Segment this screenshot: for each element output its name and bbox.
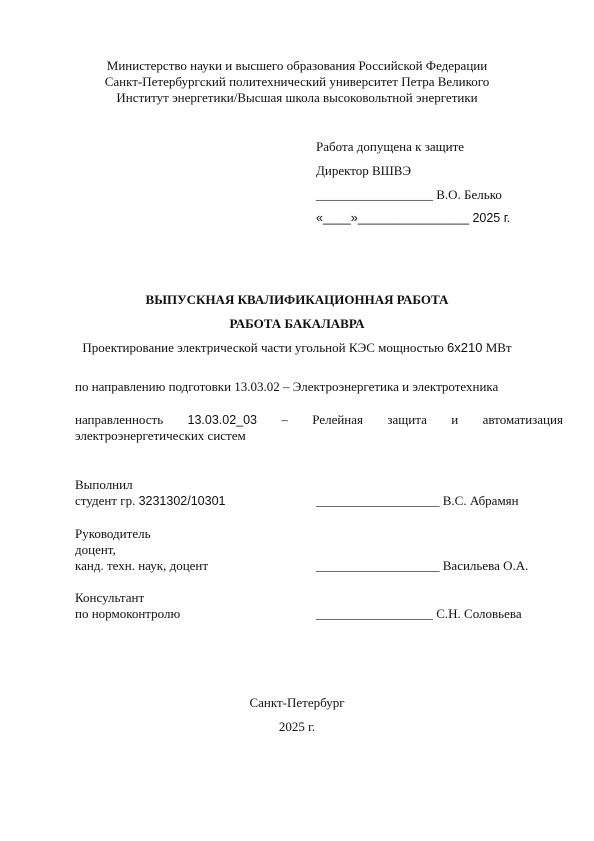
focus-word-4: и xyxy=(451,412,459,427)
consultant-signature-line: __________________ xyxy=(316,606,433,621)
focus-word-2: Релейная xyxy=(312,412,364,427)
university-line: Санкт-Петербургский политехнический университет Петра Великого xyxy=(104,74,490,89)
date-year: 2025 г. xyxy=(472,211,511,225)
footer-year: 2025 г. xyxy=(278,719,316,734)
work-subtitle: РАБОТА БАКАЛАВРА xyxy=(229,316,365,331)
consultant-name: С.Н. Соловьева xyxy=(436,606,522,621)
date-close-quote: » xyxy=(350,211,358,225)
consultant-scope: по нормоконтролю xyxy=(75,606,181,621)
work-title: ВЫПУСКНАЯ КВАЛИФИКАЦИОННАЯ РАБОТА xyxy=(145,292,449,307)
admitted-label: Работа допущена к защите xyxy=(316,139,465,154)
institute-line: Институт энергетики/Высшая школа высоковольтной энергетики xyxy=(116,90,478,105)
topic-power: 6х210 xyxy=(447,340,483,355)
supervisor-role: Руководитель xyxy=(75,526,151,541)
performer-group-number: 3231302/10301 xyxy=(138,494,226,508)
focus-dash: – xyxy=(281,412,288,427)
supervisor-name: Васильева О.А. xyxy=(442,558,529,573)
performer-role: Выполнил xyxy=(75,477,133,492)
direction-line: по направлению подготовки 13.03.02 – Электроэнергетика и электротехника xyxy=(75,379,499,394)
supervisor-title: доцент, xyxy=(75,542,116,557)
consultant-role: Консультант xyxy=(75,590,145,605)
approval-date-row xyxy=(316,210,510,227)
supervisor-degree: канд. техн. наук, доцент xyxy=(75,558,209,573)
topic-prefix: Проектирование электрической части угольной КЭС мощностью xyxy=(82,340,448,355)
director-name: В.О. Белько xyxy=(436,187,502,202)
ministry-line: Министерство науки и высшего образования Российской Федерации xyxy=(106,58,488,73)
date-day-blank: ____ xyxy=(322,211,351,225)
topic-suffix: МВт xyxy=(482,340,512,355)
supervisor-signature-line: ___________________ xyxy=(316,558,440,573)
footer-city: Санкт-Петербург xyxy=(249,695,345,710)
focus-code: 13.03.02_03 xyxy=(187,413,258,427)
date-month-blank: ________________ xyxy=(357,211,469,225)
director-position: Директор ВШВЭ xyxy=(316,163,412,178)
performer-group-row xyxy=(75,492,225,510)
performer-signature-row xyxy=(316,492,519,509)
director-signature-row xyxy=(316,186,502,203)
consultant-signature-row xyxy=(316,605,522,622)
focus-paragraph xyxy=(75,412,563,444)
work-topic xyxy=(0,339,594,356)
performer-group-prefix: студент гр. xyxy=(75,493,139,508)
focus-word-5: автоматизация xyxy=(482,412,563,427)
performer-signature-line: ___________________ xyxy=(316,493,440,508)
focus-word-3: защита xyxy=(387,412,427,427)
focus-word-1: направленность xyxy=(75,412,164,427)
director-signature-line: __________________ xyxy=(316,187,433,202)
supervisor-signature-row xyxy=(316,557,528,574)
performer-name: В.С. Абрамян xyxy=(442,493,519,508)
focus-line-2: электроэнергетических систем xyxy=(75,428,246,443)
date-open-quote: « xyxy=(316,211,323,225)
